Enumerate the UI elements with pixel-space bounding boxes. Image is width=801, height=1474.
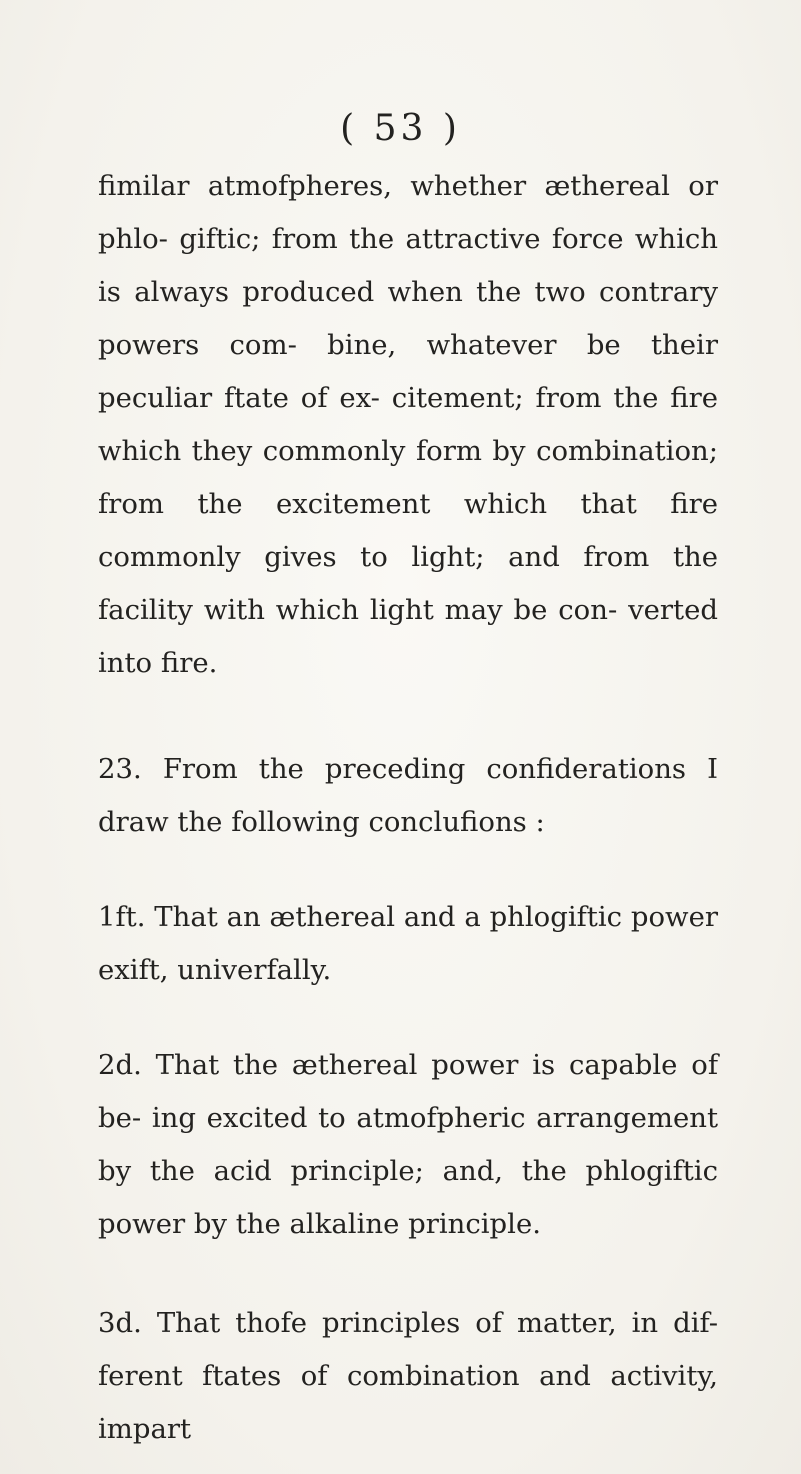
- page-body: [98, 160, 718, 1456]
- paragraph-section-23: 23. From the preceding confiderations I draw the following conclufions :: [98, 753, 718, 838]
- paragraph-continuation: fimilar atmofpheres, whether æthereal or phlo- giftic; from the attractive force which is always produced when the two contrary powers com- bine, whatever be their peculiar ftate of ex- citement; from the fire which they commonly form by combination; from the excitement which that fire commonly gives to light; and from the facility with which light may be con- verted into fire.: [98, 170, 718, 679]
- paragraph-conclusion-2: 2d. That the æthereal power is capable of be- ing excited to atmofpheric arrangement by the acid principle; and, the phlogiftic power by the alkaline principle.: [98, 1049, 718, 1240]
- page-number: ( 53 ): [340, 108, 461, 149]
- paragraph-conclusion-3: 3d. That thofe principles of matter, in dif- ferent ftates of combination and activity, impart: [98, 1307, 718, 1445]
- paragraph-conclusion-1: 1ft. That an æthereal and a phlogiftic power exift, univerfally.: [98, 901, 718, 986]
